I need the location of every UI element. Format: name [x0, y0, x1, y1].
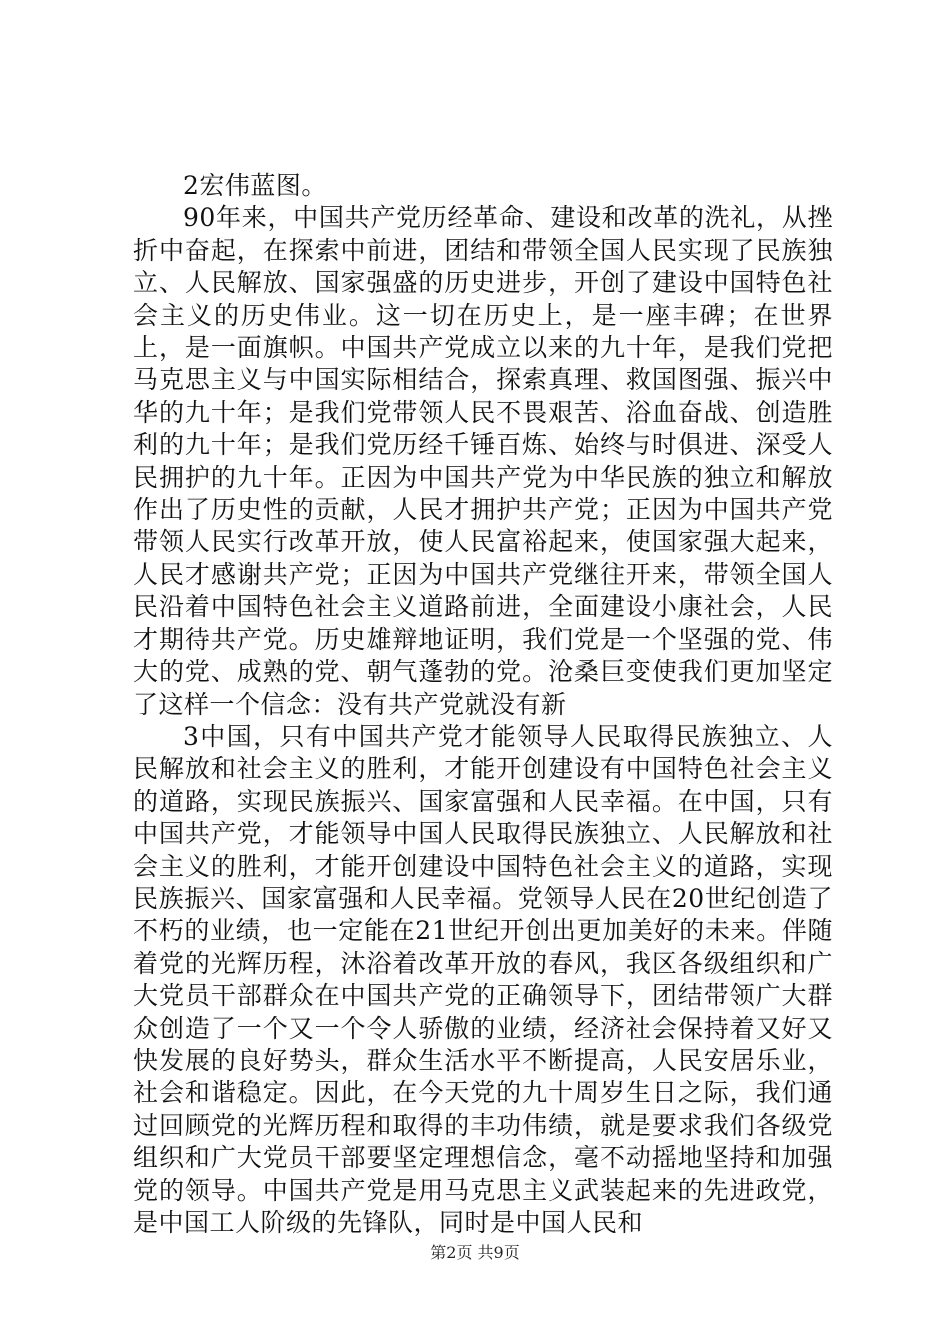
- paragraph-1: 2宏伟蓝图。: [183, 171, 327, 200]
- document-body: [133, 170, 833, 1239]
- page-footer: 第2页 共9页: [430, 1243, 520, 1262]
- paragraph-3: 3中国，只有中国共产党才能领导人民取得民族独立、人民解放和社会主义的胜利，才能开创建设有中国特色社会主义的道路，实现民族振兴、国家富强和人民幸福。在中国，只有中国共产党，才能领导中国人民取得民族独立、人民解放和社会主义的胜利，才能开创建设中国特色社会主义的道路，实现民族振兴、国家富强和人民幸福。党领导人民在20世纪创造了不朽的业绩，也一定能在21世纪开创出更加美好的未来。伴随着党的光辉历程，沐浴着改革开放的春风，我区各级组织和广大党员干部群众在中国共产党的正确领导下，团结带领广大群众创造了一个又一个令人骄傲的业绩，经济社会保持着又好又快发展的良好势头，群众生活水平不断提高，人民安居乐业，社会和谐稳定。因此，在今天党的九十周岁生日之际，我们通过回顾党的光辉历程和取得的丰功伟绩，就是要求我们各级党组织和广大党员干部要坚定理想信念，毫不动摇地坚持和加强党的领导。中国共产党是用马克思主义武装起来的先进政党，是中国工人阶级的先锋队，同时是中国人民和: [133, 721, 833, 1237]
- paragraph-2: 90年来，中国共产党历经革命、建设和改革的洗礼，从挫折中奋起，在探索中前进，团结和带领全国人民实现了民族独立、人民解放、国家强盛的历史进步，开创了建设中国特色社会主义的历史伟业。这一切在历史上，是一座丰碑；在世界上，是一面旗帜。中国共产党成立以来的九十年，是我们党把马克思主义与中国实际相结合，探索真理、救国图强、振兴中华的九十年；是我们党带领人民不畏艰苦、浴血奋战、创造胜利的九十年；是我们党历经千锤百炼、始终与时俱进、深受人民拥护的九十年。正因为中国共产党为中华民族的独立和解放作出了历史性的贡献，人民才拥护共产党；正因为中国共产党带领人民实行改革开放，使人民富裕起来，使国家强大起来，人民才感谢共产党；正因为中国共产党继往开来，带领全国人民沿着中国特色社会主义道路前进，全面建设小康社会，人民才期待共产党。历史雄辩地证明，我们党是一个坚强的党、伟大的党、成熟的党、朝气蓬勃的党。沧桑巨变使我们更加坚定了这样一个信念：没有共产党就没有新: [133, 203, 833, 719]
